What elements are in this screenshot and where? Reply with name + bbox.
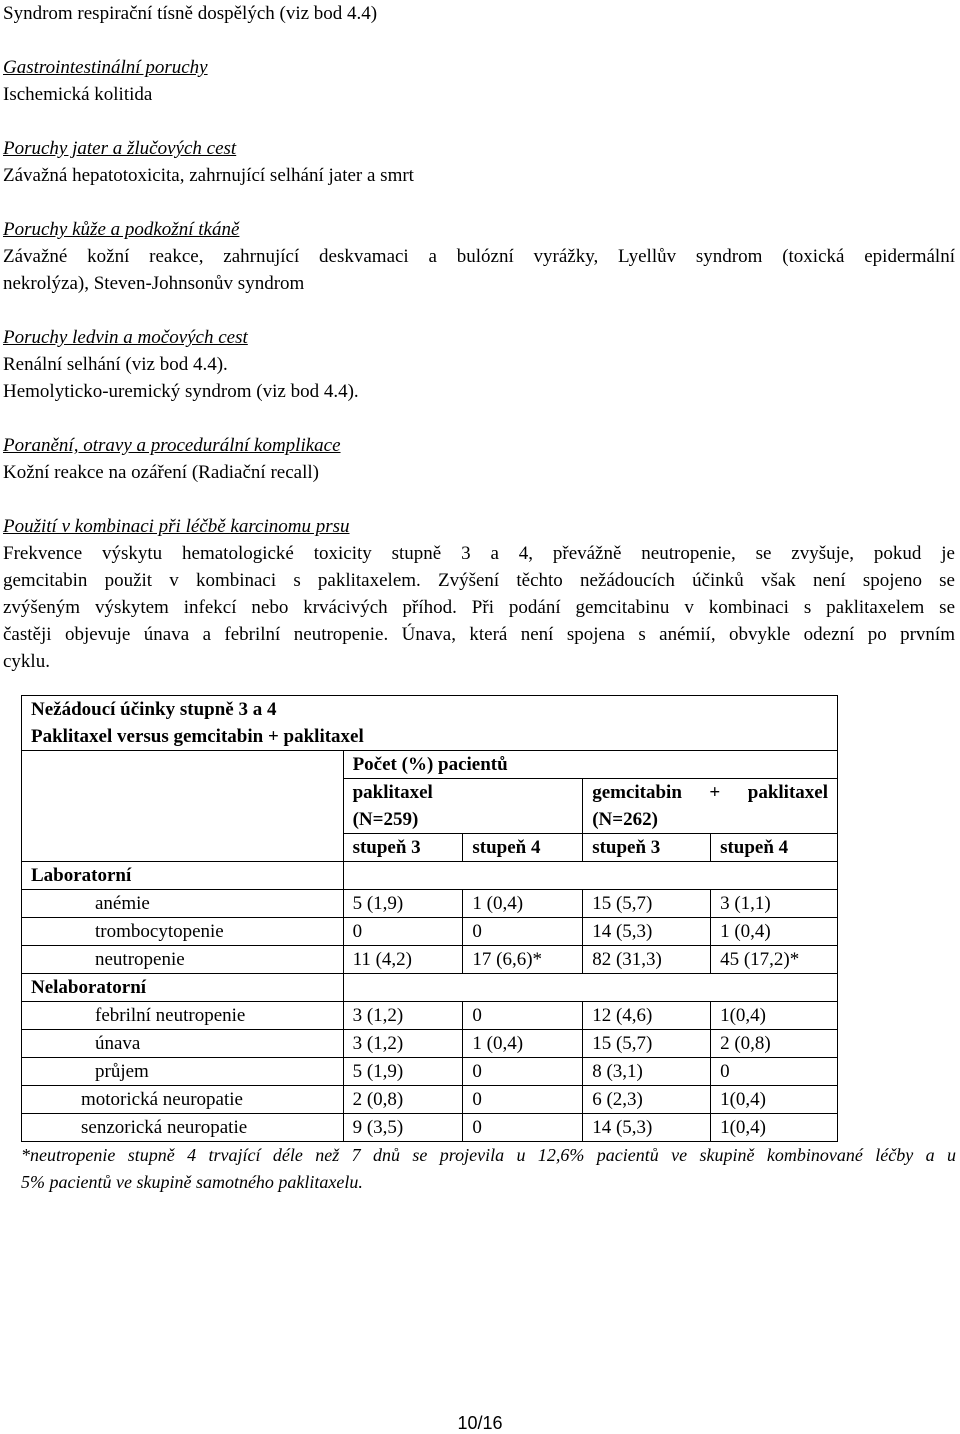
table-row (22, 946, 838, 974)
section-kidney (3, 324, 955, 405)
count-header: Počet (%) pacientů (343, 751, 837, 779)
section-text: Renální selhání (viz bod 4.4). (3, 354, 228, 375)
arm2-header (583, 779, 838, 834)
section-heading: Poranění, otravy a procedurální komplikace (3, 435, 341, 456)
value-cell: 82 (31,3) (583, 946, 711, 974)
section-heading: Gastrointestinální poruchy (3, 57, 208, 78)
value-cell: 0 (463, 918, 583, 946)
text-line: gemcitabin použit v kombinaci s paklitaxelem. Zvýšení těchto nežádoucích účinků však není spojeno se (3, 570, 955, 591)
value-cell: 1 (0,4) (711, 918, 838, 946)
group-empty-cell (343, 974, 837, 1002)
value-cell: 1 (0,4) (463, 890, 583, 918)
row-label: průjem (22, 1058, 344, 1086)
grade-header: stupeň 4 (463, 834, 583, 862)
section-text: Hemolyticko-uremický syndrom (viz bod 4.4). (3, 381, 359, 402)
value-cell: 12 (4,6) (583, 1002, 711, 1030)
value-cell: 6 (2,3) (583, 1086, 711, 1114)
value-cell: 3 (1,1) (711, 890, 838, 918)
table-row (22, 918, 838, 946)
grade-header: stupeň 3 (583, 834, 711, 862)
table-row (22, 1058, 838, 1086)
value-cell: 1(0,4) (711, 1002, 838, 1030)
value-cell: 2 (0,8) (343, 1086, 463, 1114)
document-page (3, 0, 955, 675)
footnote-line: *neutropenie stupně 4 trvající déle než 7 dnů se projevila u 12,6% pacientů ve skupině kombinované léčby a u (21, 1145, 956, 1165)
table-header-row (22, 751, 838, 779)
section-text: Ischemická kolitida (3, 84, 153, 105)
value-cell: 2 (0,8) (711, 1030, 838, 1058)
table-group-row (22, 862, 838, 890)
section-heading: Poruchy jater a žlučových cest (3, 138, 237, 159)
value-cell: 17 (6,6)* (463, 946, 583, 974)
table-body (22, 862, 838, 1142)
value-cell: 9 (3,5) (343, 1114, 463, 1142)
text-line: Závažné kožní reakce, zahrnující deskvamaci a bulózní vyrážky, Lyellův syndrom (toxická epidermální (3, 246, 955, 267)
value-cell: 1(0,4) (711, 1114, 838, 1142)
value-cell: 3 (1,2) (343, 1030, 463, 1058)
table-row (22, 1114, 838, 1142)
arm1-header (343, 779, 583, 834)
row-label: senzorická neuropatie (22, 1114, 344, 1142)
table-group-row (22, 974, 838, 1002)
grade-header: stupeň 3 (343, 834, 463, 862)
page-number: 10/16 (457, 1413, 503, 1433)
value-cell: 5 (1,9) (343, 890, 463, 918)
section-heading: Poruchy ledvin a močových cest (3, 327, 248, 348)
arm1-name: paklitaxel (352, 782, 433, 803)
table-row (22, 1086, 838, 1114)
table-row (22, 1030, 838, 1058)
row-label: trombocytopenie (22, 918, 344, 946)
row-label: únava (22, 1030, 344, 1058)
row-label: neutropenie (22, 946, 344, 974)
table-row (22, 1002, 838, 1030)
section-combination (3, 513, 955, 675)
table-row (22, 890, 838, 918)
section-text: Závažná hepatotoxicita, zahrnující selhání jater a smrt (3, 165, 414, 186)
value-cell: 5 (1,9) (343, 1058, 463, 1086)
table-subtitle: Paklitaxel versus gemcitabin + paklitaxel (31, 726, 364, 747)
arm2-n: (N=262) (592, 809, 658, 830)
group-empty-cell (343, 862, 837, 890)
section-injury (3, 432, 955, 486)
section-text (3, 243, 955, 297)
value-cell: 3 (1,2) (343, 1002, 463, 1030)
text-line: nekrolýza), Steven-Johnsonův syndrom (3, 273, 305, 294)
grade-header: stupeň 4 (711, 834, 838, 862)
text-line: častěji objevuje únava a febrilní neutropenie. Únava, která není spojena s anémií, obvykle odezní po prvním (3, 624, 955, 645)
table-title-row (22, 696, 838, 751)
text-line: Frekvence výskytu hematologické toxicity stupně 3 a 4, převážně neutropenie, se zvyšuje, pokud je (3, 543, 955, 564)
value-cell: 0 (463, 1086, 583, 1114)
value-cell: 14 (5,3) (583, 918, 711, 946)
value-cell: 0 (463, 1058, 583, 1086)
value-cell: 45 (17,2)* (711, 946, 838, 974)
value-cell: 0 (463, 1114, 583, 1142)
top-line: Syndrom respirační tísně dospělých (viz bod 4.4) (3, 3, 378, 24)
adverse-events-table (21, 695, 838, 1142)
value-cell: 1(0,4) (711, 1086, 838, 1114)
section-gi (3, 54, 955, 108)
value-cell: 1 (0,4) (463, 1030, 583, 1058)
group-label: Nelaboratorní (22, 974, 344, 1002)
value-cell: 14 (5,3) (583, 1114, 711, 1142)
footnote-line: 5% pacientů ve skupině samotného paklitaxelu. (21, 1172, 363, 1192)
row-label: anémie (22, 890, 344, 918)
row-label: motorická neuropatie (22, 1086, 344, 1114)
section-paragraph (3, 540, 955, 675)
group-label: Laboratorní (22, 862, 344, 890)
value-cell: 15 (5,7) (583, 890, 711, 918)
value-cell: 8 (3,1) (583, 1058, 711, 1086)
section-heading: Použití v kombinaci při léčbě karcinomu prsu (3, 516, 350, 537)
section-skin (3, 216, 955, 297)
table-corner-cell (22, 751, 344, 862)
value-cell: 0 (711, 1058, 838, 1086)
table-footnote (21, 1142, 956, 1196)
text-line: zvýšeným výskytem infekcí nebo krvácivých příhod. Při podání gemcitabinu v kombinaci s paklitaxelem se (3, 597, 955, 618)
text-line: cyklu. (3, 651, 50, 672)
arm1-n: (N=259) (352, 809, 419, 830)
value-cell: 0 (343, 918, 463, 946)
arm2-name: gemcitabin + paklitaxel (592, 782, 828, 803)
value-cell: 11 (4,2) (343, 946, 463, 974)
table-title: Nežádoucí účinky stupně 3 a 4 (31, 699, 277, 720)
row-label: febrilní neutropenie (22, 1002, 344, 1030)
table-title-cell (22, 696, 838, 751)
value-cell: 0 (463, 1002, 583, 1030)
section-liver (3, 135, 955, 189)
section-text: Kožní reakce na ozáření (Radiační recall) (3, 462, 319, 483)
value-cell: 15 (5,7) (583, 1030, 711, 1058)
section-heading: Poruchy kůže a podkožní tkáně (3, 219, 240, 240)
